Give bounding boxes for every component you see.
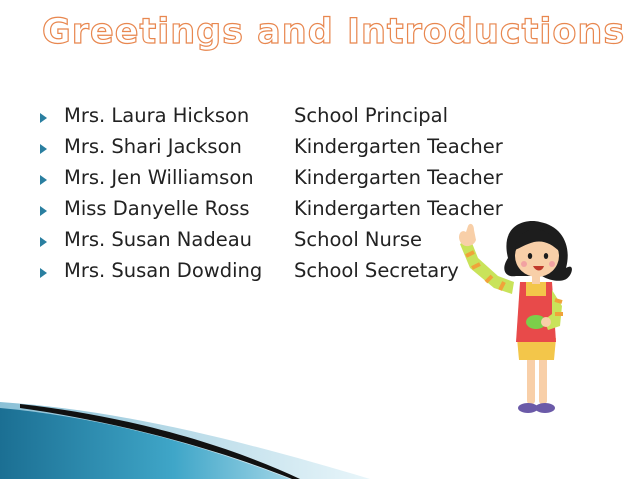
staff-name: Mrs. Shari Jackson bbox=[64, 135, 242, 158]
staff-role: Kindergarten Teacher bbox=[294, 166, 503, 189]
staff-name: Miss Danyelle Ross bbox=[64, 197, 250, 220]
staff-name: Mrs. Laura Hickson bbox=[64, 104, 250, 127]
staff-role: School Nurse bbox=[294, 228, 423, 251]
staff-role: School Secretary bbox=[294, 259, 459, 282]
staff-name: Mrs. Susan Dowding bbox=[64, 259, 263, 282]
staff-name: Mrs. Susan Nadeau bbox=[64, 228, 253, 251]
staff-role: School Principal bbox=[294, 104, 449, 127]
staff-name: Mrs. Jen Williamson bbox=[64, 166, 254, 189]
staff-role: Kindergarten Teacher bbox=[294, 135, 503, 158]
staff-role: Kindergarten Teacher bbox=[294, 197, 503, 220]
slide-title: Greetings and Introductions bbox=[42, 12, 626, 52]
